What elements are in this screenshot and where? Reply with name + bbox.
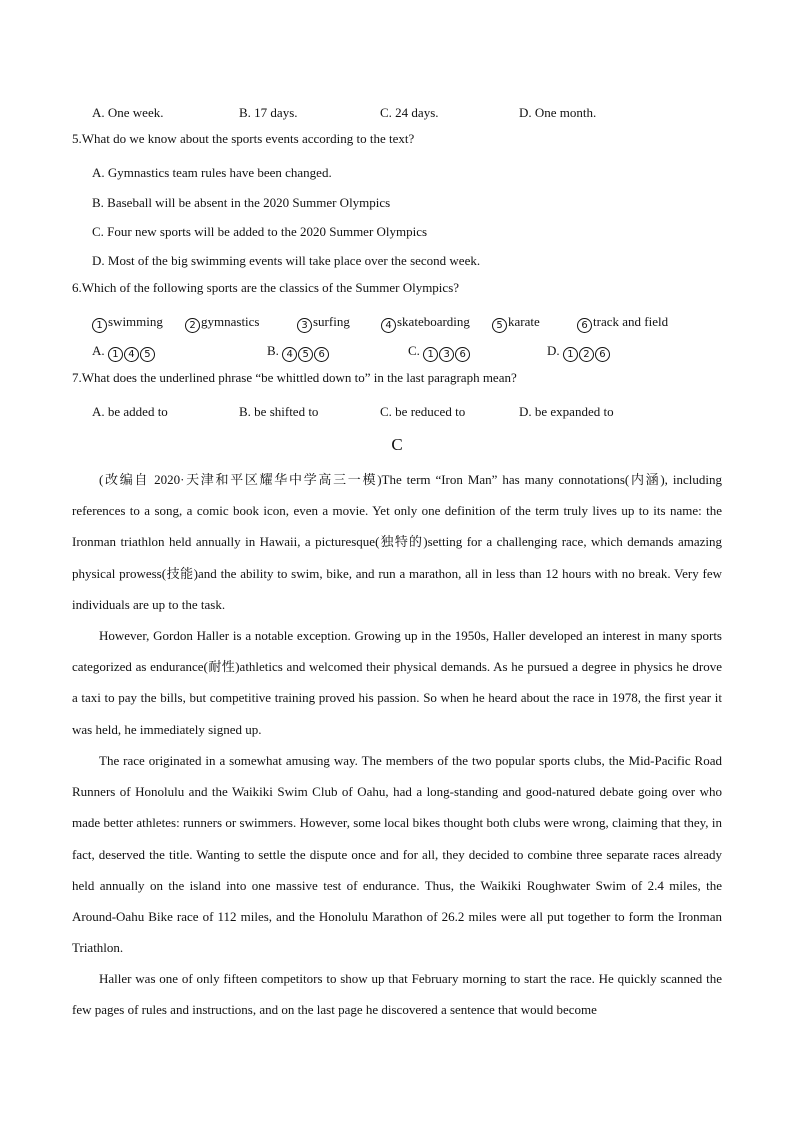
circled-number: 1 — [563, 347, 578, 362]
q6-item-label: surfing — [313, 314, 350, 329]
q6-item-2 — [185, 314, 260, 333]
circled-number: 5 — [140, 347, 155, 362]
q6-item-label: skateboarding — [397, 314, 470, 329]
question-6: 6.Which of the following sports are the classics of the Summer Olympics? — [72, 280, 460, 295]
q6-option-d — [547, 343, 611, 362]
q6-item-label: swimming — [108, 314, 163, 329]
circled-number: 5 — [492, 318, 507, 333]
option-letter: D. — [547, 343, 563, 358]
q6-item-3 — [297, 314, 350, 333]
circled-number: 1 — [108, 347, 123, 362]
q6-item-6 — [577, 314, 668, 333]
q4-option-c: C. 24 days. — [380, 105, 439, 120]
circled-number: 5 — [298, 347, 313, 362]
q6-item-1 — [92, 314, 163, 333]
q6-option-b — [267, 343, 330, 362]
q6-option-c — [408, 343, 471, 362]
q4-option-d: D. One month. — [519, 105, 597, 120]
option-letter: B. — [267, 343, 283, 358]
q5-option-d: D. Most of the big swimming events will take place over the second week. — [92, 253, 481, 268]
q6-item-label: gymnastics — [201, 314, 260, 329]
section-heading: C — [391, 435, 403, 454]
circled-number: 2 — [579, 347, 594, 362]
circled-number: 6 — [455, 347, 470, 362]
passage-paragraph-2: However, Gordon Haller is a notable exception. Growing up in the 1950s, Haller developed an interest in many sports categorized as endurance(耐性)athletics and welcomed their physical demands. As he pursued a degree in physics he drove a taxi to pay the bills, but competitive training proved his passion. So when he heard about the race in 1978, the first year it was held, he immediately signed up. — [72, 628, 722, 737]
q6-item-label: karate — [508, 314, 540, 329]
passage-paragraph-3: The race originated in a somewhat amusing way. The members of the two popular sports clubs, the Mid-Pacific Road Runners of Honolulu and the Waikiki Swim Club of Oahu, had a long-standing and good-natured debate going over who made better athletes: runners or swimmers. However, some local bikes thought both clubs were wrong, claiming that they, in fact, deserved the title. Wanting to settle the dispute once and for all, they decided to combine three separate races already held annually on the island into one massive test of endurance. Thus, the Waikiki Roughwater Swim of 2.4 miles, the Around-Oahu Bike race of 112 miles, and the Honolulu Marathon of 26.2 miles were all put together to form the Ironman Triathlon. — [72, 753, 722, 956]
q4-option-b: B. 17 days. — [239, 105, 298, 120]
q7-option-c: C. be reduced to — [380, 404, 466, 419]
q6-option-a — [92, 343, 156, 362]
circled-number: 6 — [314, 347, 329, 362]
q5-option-c: C. Four new sports will be added to the 2020 Summer Olympics — [92, 224, 428, 239]
q4-option-a: A. One week. — [92, 105, 164, 120]
passage-paragraph-4: Haller was one of only fifteen competitors to show up that February morning to start the race. He quickly scanned the few pages of rules and instructions, and on the last page he discovered a sentence that would become — [72, 971, 722, 1018]
q7-option-a: A. be added to — [92, 404, 168, 419]
question-5: 5.What do we know about the sports events according to the text? — [72, 131, 415, 146]
q6-item-4 — [381, 314, 470, 333]
circled-number: 1 — [92, 318, 107, 333]
question-7: 7.What does the underlined phrase “be whittled down to” in the last paragraph mean? — [72, 370, 517, 385]
passage-paragraph-1: (改编自 2020·天津和平区耀华中学高三一模)The term “Iron Man” has many connotations(内涵), including references to a song, a comic book icon, even a movie. Yet only one definition of the term truly lives up to its name: the Ironman triathlon held annually in Hawaii, a picturesque(独特的)setting for a challenging race, which demands amazing physical prowess(技能)and the ability to swim, bike, and run a marathon, all in less than 12 hours with no break. Very few individuals are up to the task. — [72, 472, 722, 612]
circled-number: 4 — [282, 347, 297, 362]
circled-number: 1 — [423, 347, 438, 362]
q5-option-b: B. Baseball will be absent in the 2020 Summer Olympics — [92, 195, 391, 210]
circled-number: 3 — [297, 318, 312, 333]
q7-option-b: B. be shifted to — [239, 404, 319, 419]
circled-number: 4 — [124, 347, 139, 362]
option-letter: C. — [408, 343, 424, 358]
circled-number: 4 — [381, 318, 396, 333]
q6-item-5 — [492, 314, 540, 333]
circled-number: 6 — [595, 347, 610, 362]
option-letter: A. — [92, 343, 108, 358]
circled-number: 2 — [185, 318, 200, 333]
q5-option-a: A. Gymnastics team rules have been changed. — [92, 165, 332, 180]
q7-option-d: D. be expanded to — [519, 404, 614, 419]
circled-number: 3 — [439, 347, 454, 362]
circled-number: 6 — [577, 318, 592, 333]
q6-item-label: track and field — [593, 314, 669, 329]
